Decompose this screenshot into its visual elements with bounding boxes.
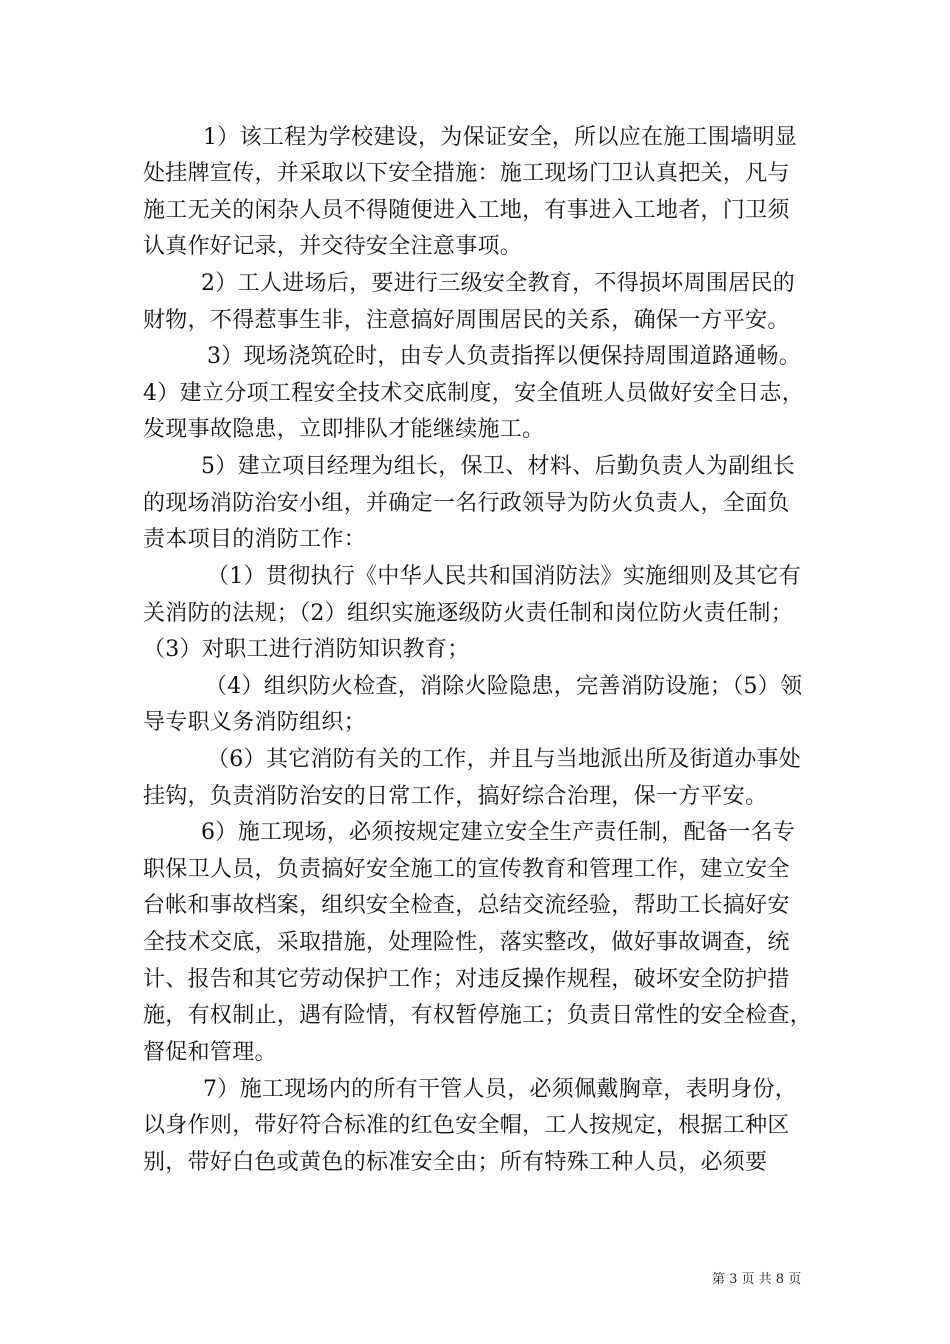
- text-line: 关消防的法规；（2）组织实施逐级防火责任制和岗位防火责任制；: [143, 601, 793, 626]
- text-line: 计、报告和其它劳动保护工作；对违反操作规程，破坏安全防护措: [143, 967, 790, 992]
- text-line: 7）施工现场内的所有干管人员，必须佩戴胸章，表明身份，: [203, 1077, 798, 1102]
- text-line: 6）施工现场，必须按规定建立安全生产责任制，配备一名专: [201, 820, 796, 845]
- text-line: 别，带好白色或黄色的标准安全由；所有特殊工种人员，必须要: [143, 1150, 768, 1175]
- text-line: 导专职义务消防组织；: [143, 710, 367, 735]
- text-line: 1）该工程为学校建设，为保证安全，所以应在施工围墙明显: [203, 125, 798, 150]
- text-line: 以身作则，带好符合标准的红色安全帽，工人按规定，根据工种区: [143, 1113, 790, 1138]
- text-line: 责本项目的消防工作：: [143, 527, 367, 552]
- text-line: 的现场消防治安小组，并确定一名行政领导为防火负责人，全面负: [143, 491, 790, 516]
- text-line: （1）贯彻执行《中华人民共和国消防法》实施细则及其它有: [207, 564, 802, 589]
- text-line: 处挂牌宣传，并采取以下安全措施：施工现场门卫认真把关，凡与: [143, 161, 790, 186]
- text-line: （3）对职工进行消防知识教育；: [143, 637, 470, 662]
- text-line: 4）建立分项工程安全技术交底制度，安全值班人员做好安全日志，: [143, 381, 804, 406]
- text-line: 施工无关的闲杂人员不得随便进入工地，有事进入工地者，门卫须: [143, 198, 790, 223]
- text-line: 职保卫人员，负责搞好安全施工的宣传教育和管理工作，建立安全: [143, 857, 790, 882]
- text-line: 督促和管理。: [143, 1040, 277, 1065]
- text-line: 财物，不得惹事生非，注意搞好周围居民的关系，确保一方平安。: [143, 308, 790, 333]
- text-line: 全技术交底，采取措施，处理险性，落实整改，做好事故调查，统: [143, 930, 790, 955]
- text-line: 挂钩，负责消防治安的日常工作，搞好综合治理，保一方平安。: [143, 784, 768, 809]
- page-number-footer: 第 3 页 共 8 页: [712, 1272, 802, 1287]
- text-line: 台帐和事故档案，组织安全检查，总结交流经验，帮助工长搞好安: [143, 893, 790, 918]
- text-line: 2）工人进场后，要进行三级安全教育，不得损坏周围居民的: [201, 271, 796, 296]
- text-line: 认真作好记录，并交待安全注意事项。: [143, 234, 523, 259]
- text-line: 施，有权制止，遇有险情，有权暂停施工；负责日常性的安全检查，: [143, 1003, 813, 1028]
- text-line: 发现事故隐患，立即排队才能继续施工。: [143, 417, 545, 442]
- text-line: 5）建立项目经理为组长，保卫、材料、后勤负责人为副组长: [201, 454, 796, 479]
- text-line: （6）其它消防有关的工作，并且与当地派出所及街道办事处: [207, 747, 802, 772]
- text-line: 3）现场浇筑砼时，由专人负责指挥以便保持周围道路通畅。: [207, 344, 802, 369]
- text-line: （4）组织防火检查，消除火险隐患，完善消防设施；（5）领: [205, 674, 803, 699]
